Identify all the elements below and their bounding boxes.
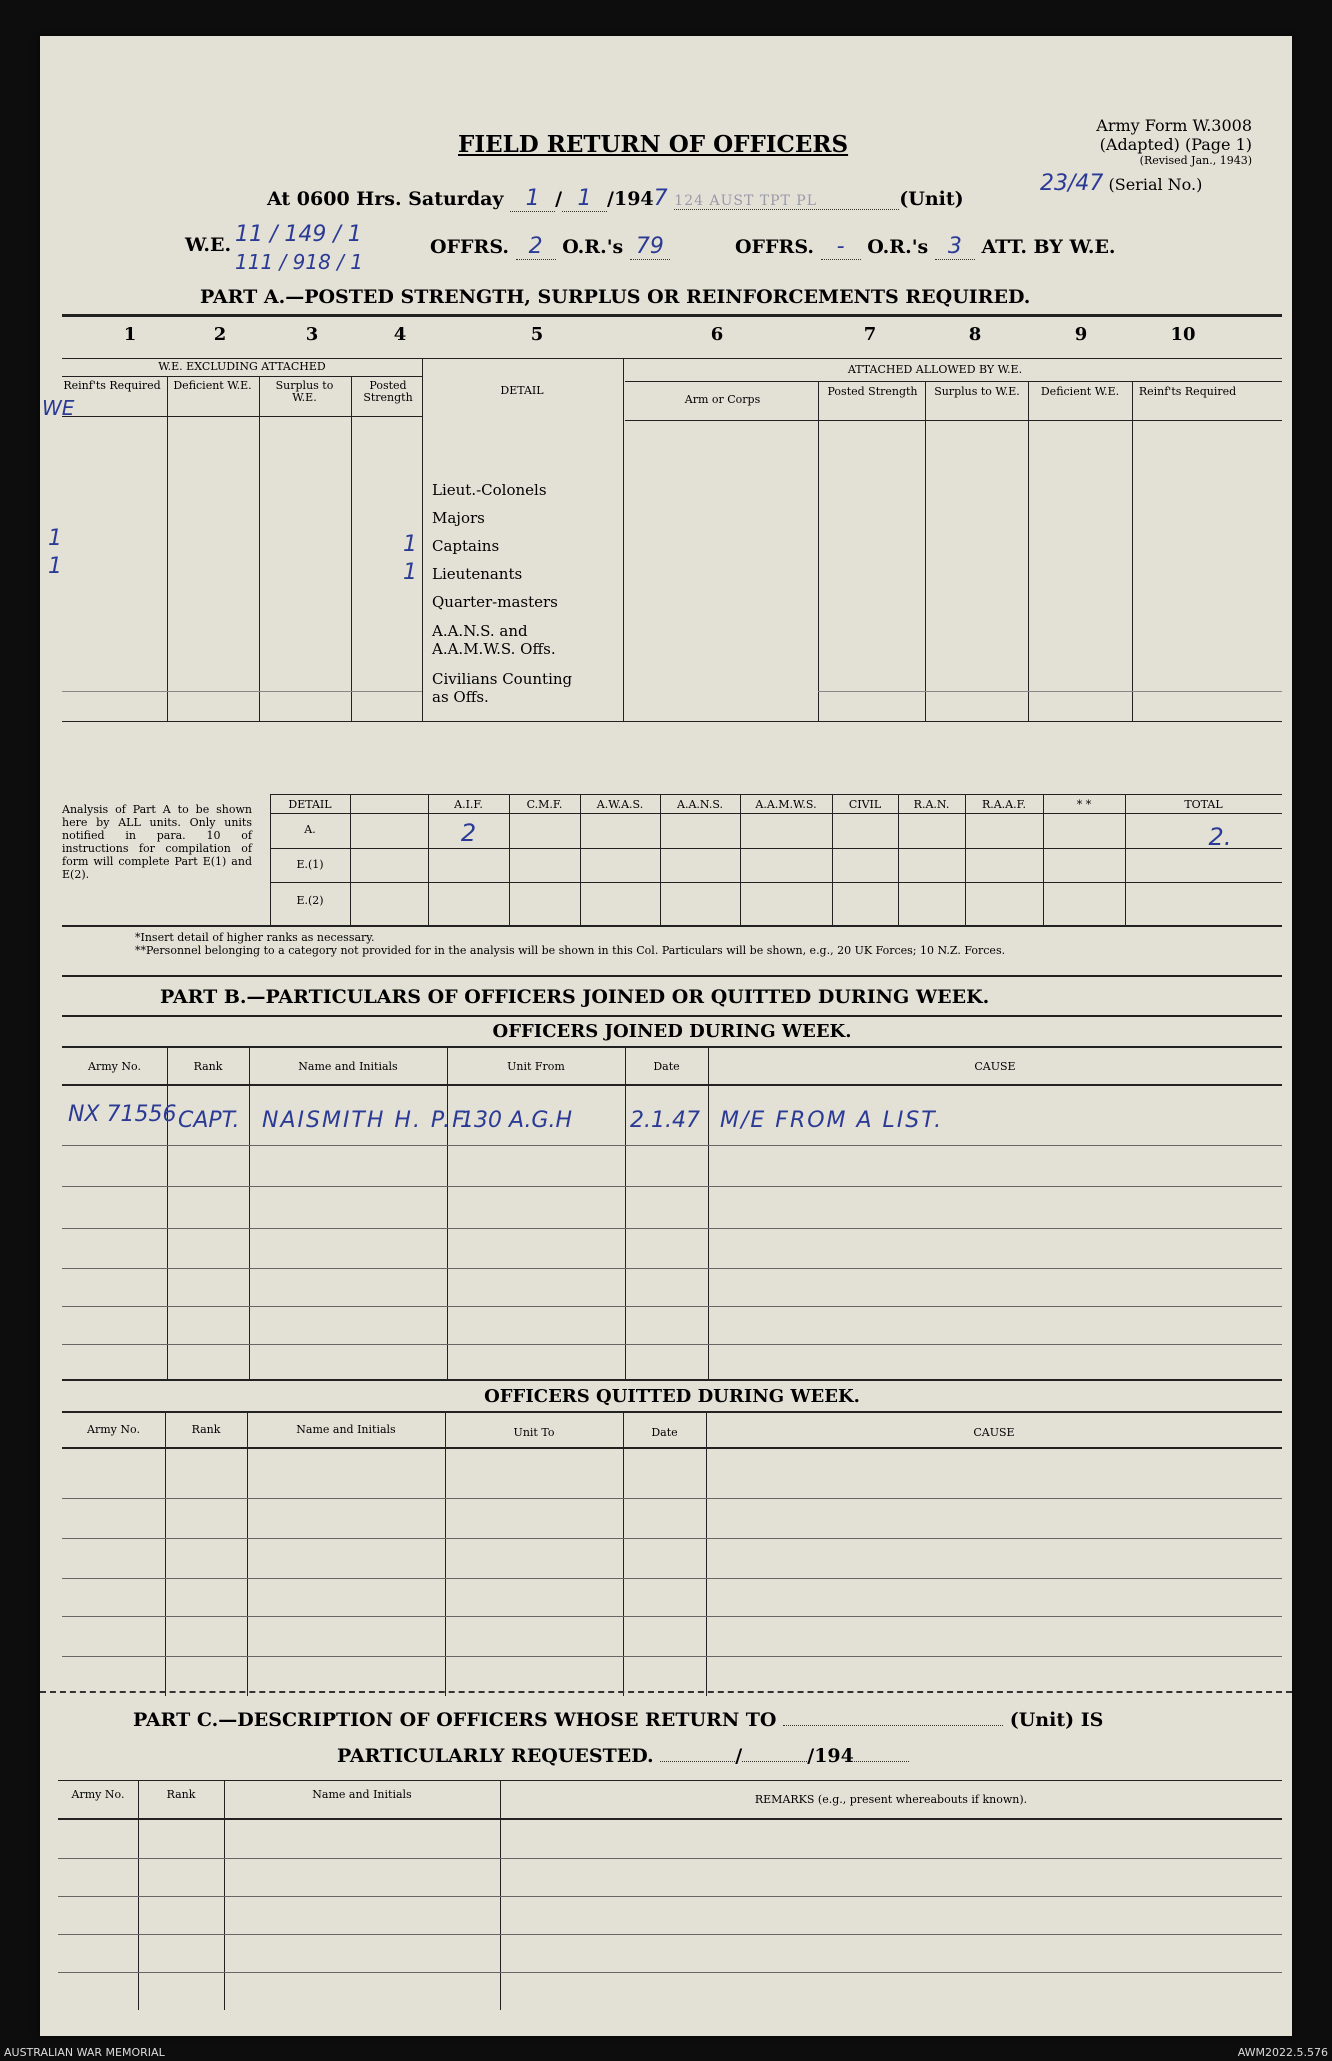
form-title: FIELD RETURN OF OFFICERS (458, 131, 849, 158)
rule (832, 794, 833, 926)
j-date: 2.1.47 (630, 1108, 700, 1133)
ors-label: O.R.'s (562, 236, 624, 258)
offrs2-label: OFFRS. (735, 236, 814, 258)
we-line-2: 111 / 918 / 1 (235, 250, 363, 274)
an-hdr-other: * * (1076, 798, 1092, 811)
attached-line (735, 234, 1116, 260)
j-hdr-cause: CAUSE (974, 1060, 1016, 1073)
rule (165, 1411, 166, 1696)
rule (818, 381, 819, 721)
j-cause: M/E FROM A LIST. (720, 1108, 944, 1133)
offrs-label: OFFRS. (430, 236, 509, 258)
hw-col4-lieutenants: 1 (403, 560, 417, 585)
rule (247, 1411, 248, 1696)
att-label: ATT. BY W.E. (981, 236, 1116, 258)
rule (62, 1306, 1282, 1307)
rule (706, 1411, 707, 1696)
cut-line (40, 1691, 1292, 1693)
an-row-e1: E.(1) (296, 858, 324, 871)
footer-left: AUSTRALIAN WAR MEMORIAL (4, 2046, 165, 2059)
an-hdr-cmf: C.M.F. (526, 798, 563, 811)
rule (422, 358, 423, 721)
q-hdr-name: Name and Initials (296, 1423, 396, 1436)
offrs2-value: - (821, 234, 861, 260)
rank-majors: Majors (432, 509, 485, 527)
an-row-a: A. (304, 823, 316, 836)
hdr-arm-corps: Arm or Corps (684, 393, 761, 406)
rule (138, 1780, 139, 2010)
an-hdr-aans: A.A.N.S. (677, 798, 723, 811)
rule (580, 794, 581, 926)
analysis-note: Analysis of Part A to be shown here by ALL units. Only units notified in para. 10 of instructions for compilation of form will complete Part E(1) and E(2). (62, 803, 252, 881)
an-hdr-aif: A.I.F. (454, 798, 483, 811)
rule (62, 314, 1282, 317)
rule (623, 358, 624, 721)
part-c-title-c: PARTICULARLY REQUESTED. (337, 1745, 654, 1767)
hw-col4-captains: 1 (403, 532, 417, 557)
rule (660, 794, 661, 926)
rule (351, 376, 352, 721)
rule (965, 794, 966, 926)
rule (428, 794, 429, 926)
form-revised: (Revised Jan., 1943) (1139, 154, 1252, 167)
rule (62, 1228, 1282, 1229)
form-adapted: (Adapted) (Page 1) (1099, 135, 1252, 154)
rule (625, 381, 1282, 382)
rule (62, 1616, 1282, 1617)
rank-qm: Quarter-masters (432, 593, 558, 611)
we-label: W.E. (185, 234, 232, 256)
year-prefix: 194 (613, 188, 654, 210)
serial-value: 23/47 (1040, 171, 1104, 196)
an-hdr-awas: A.W.A.S. (596, 798, 644, 811)
col-num: 8 (968, 324, 982, 345)
part-c-line-2: PARTICULARLY REQUESTED. / /194 (337, 1745, 909, 1767)
date-day: 1 (510, 186, 555, 212)
rule (62, 1145, 1282, 1146)
rule (167, 376, 168, 721)
rule (447, 1046, 448, 1381)
q-hdr-date: Date (651, 1426, 678, 1439)
col-num: 5 (530, 324, 544, 345)
rule (623, 1411, 624, 1696)
part-c-line-1 (133, 1709, 1103, 1731)
j-hdr-unit: Unit From (507, 1060, 565, 1073)
rule (167, 1046, 168, 1381)
rule (708, 1046, 709, 1381)
quitted-title: OFFICERS QUITTED DURING WEEK. (484, 1386, 860, 1407)
offrs-value: 2 (516, 234, 556, 260)
an-row-e2: E.(2) (296, 894, 324, 907)
j-name: NAISMITH H. P.F. (262, 1108, 473, 1133)
col-num: 4 (393, 324, 407, 345)
rule (62, 1411, 1282, 1413)
c-hdr-rank: Rank (166, 1788, 196, 1801)
hw-col1-captains: 1 (48, 526, 62, 551)
footnote-2: **Personnel belonging to a category not provided for in the analysis will be shown in this Col. Particulars will be shown, e.g., 20 UK Forces; 10 N.Z. Forces. (135, 944, 1006, 957)
rule (62, 1447, 1282, 1449)
rule (58, 1858, 1282, 1859)
rule (625, 1046, 626, 1381)
hdr-reinfts: Reinf'ts Required (63, 379, 161, 392)
col-num: 3 (305, 324, 319, 345)
rule (62, 1578, 1282, 1579)
hdr-r-posted: Posted Strength (827, 385, 918, 398)
footnotes (135, 931, 1275, 957)
rank-lieutenants: Lieutenants (432, 565, 523, 583)
c-hdr-remarks: REMARKS (e.g., present whereabouts if known). (754, 1793, 1028, 1806)
rule (62, 721, 1282, 722)
an-hdr-raaf: R.A.A.F. (981, 798, 1027, 811)
we-line-1: 11 / 149 / 1 (235, 222, 362, 247)
serial-label: (Serial No.) (1108, 175, 1203, 194)
rule (350, 794, 351, 926)
an-hdr-detail: DETAIL (288, 798, 332, 811)
at-prefix: At 0600 Hrs. Saturday (267, 188, 504, 210)
part-c-month-blank[interactable] (742, 1761, 807, 1762)
col-num: 9 (1074, 324, 1088, 345)
rule (58, 1818, 1282, 1820)
rule (62, 376, 422, 377)
ors2-label: O.R.'s (867, 236, 929, 258)
c-hdr-name: Name and Initials (312, 1788, 412, 1801)
rule (58, 1780, 1282, 1781)
hdr-surplus: Surplus to W.E. (275, 379, 334, 404)
j-hdr-rank: Rank (193, 1060, 223, 1073)
part-c-day-blank[interactable] (660, 1761, 735, 1762)
part-a-title: PART A.—POSTED STRENGTH, SURPLUS OR REINFORCEMENTS REQUIRED. (200, 286, 1031, 308)
col-num: 7 (863, 324, 877, 345)
an-hdr-aamws: A.A.M.W.S. (755, 798, 817, 811)
rule (259, 376, 260, 721)
hdr-detail: DETAIL (500, 384, 544, 397)
rank-lt-col: Lieut.-Colonels (432, 481, 547, 499)
rule (62, 1379, 1282, 1381)
rank-captains: Captains (432, 537, 500, 555)
rule (62, 1084, 1282, 1086)
rule (270, 813, 1282, 814)
hdr-r-deficient: Deficient W.E. (1040, 385, 1120, 398)
rule (898, 794, 899, 926)
date-line: At 0600 Hrs. Saturday 1 / 1 /1947 124 AUST TPT PL (Unit) (267, 186, 964, 211)
j-unit: 130 A.G.H (460, 1108, 573, 1133)
j-hdr-name: Name and Initials (298, 1060, 398, 1073)
footnote-1: *Insert detail of higher ranks as necessary. (135, 931, 375, 944)
rule (62, 691, 422, 692)
ors2-value: 3 (935, 234, 975, 260)
rule (249, 1046, 250, 1381)
hw-total-a: 2. (1208, 823, 1232, 851)
j-armyno: NX 71556 (68, 1102, 177, 1127)
rule (818, 691, 1282, 692)
left-group-header: W.E. EXCLUDING ATTACHED (158, 360, 326, 373)
ors-value: 79 (630, 234, 670, 260)
part-b-title: PART B.—PARTICULARS OF OFFICERS JOINED OR QUITTED DURING WEEK. (160, 986, 990, 1008)
column-numbers (40, 324, 1292, 350)
rule (1043, 794, 1044, 926)
footer-right: AWM2022.5.576 (1237, 2046, 1328, 2059)
part-c-year: 194 (814, 1745, 854, 1767)
rule (270, 848, 1282, 849)
rule (62, 1268, 1282, 1269)
part-c-title-a: PART C.—DESCRIPTION OF OFFICERS WHOSE RETURN TO (133, 1709, 777, 1731)
rule (270, 882, 1282, 883)
col-num: 2 (213, 324, 227, 345)
rule (62, 1498, 1282, 1499)
hw-we-note: WE (42, 396, 75, 420)
strength-line (430, 234, 670, 260)
form-code-block (1096, 116, 1252, 167)
rule (500, 1780, 501, 2010)
hdr-deficient: Deficient W.E. (173, 379, 252, 392)
rule (740, 794, 741, 926)
rule (509, 794, 510, 926)
form-sheet (40, 36, 1292, 2036)
rule (625, 420, 1282, 421)
rule (62, 925, 1282, 927)
rule (62, 416, 422, 417)
rule (62, 1046, 1282, 1048)
col-num: 6 (710, 324, 724, 345)
serial-line (1040, 171, 1202, 196)
q-hdr-rank: Rank (191, 1423, 221, 1436)
an-hdr-ran: R.A.N. (913, 798, 950, 811)
rule (1125, 794, 1126, 926)
hdr-r-reinfts: Reinf'ts Required (1138, 385, 1237, 398)
an-hdr-total: TOTAL (1184, 798, 1223, 811)
right-group-header: ATTACHED ALLOWED BY W.E. (847, 363, 1023, 376)
rule (62, 1186, 1282, 1187)
q-hdr-cause: CAUSE (973, 1426, 1015, 1439)
col-num: 10 (1170, 324, 1196, 345)
rule (62, 1344, 1282, 1345)
rule (445, 1411, 446, 1696)
j-hdr-date: Date (653, 1060, 680, 1073)
rule (62, 1015, 1282, 1017)
unit-stamp: 124 AUST TPT PL (674, 193, 899, 210)
hw-col1-lieutenants: 1 (48, 554, 62, 579)
an-hdr-civil: CIVIL (848, 798, 882, 811)
rule (62, 358, 1282, 359)
rank-list (432, 476, 592, 706)
q-hdr-unit: Unit To (513, 1426, 555, 1439)
joined-title: OFFICERS JOINED DURING WEEK. (492, 1021, 852, 1042)
hdr-posted: Posted Strength (363, 379, 413, 404)
part-c-year-blank[interactable] (854, 1761, 909, 1762)
unit-label: (Unit) (899, 188, 964, 210)
hw-aif-a: 2 (460, 819, 477, 847)
form-code: Army Form W.3008 (1096, 116, 1252, 135)
date-month: 1 (562, 186, 607, 212)
rank-aans: A.A.N.S. and A.A.M.W.S. Offs. (432, 622, 556, 658)
rule (270, 794, 1282, 795)
year-handwritten: 7 (653, 186, 668, 211)
j-hdr-armyno: Army No. (88, 1060, 141, 1073)
q-hdr-armyno: Army No. (87, 1423, 140, 1436)
rule (58, 1896, 1282, 1897)
rule (925, 381, 926, 721)
rule (1028, 381, 1029, 721)
rule (58, 1934, 1282, 1935)
rule (62, 975, 1282, 977)
part-c-title-b: (Unit) IS (1009, 1709, 1104, 1731)
col-num: 1 (123, 324, 137, 345)
rule (62, 1656, 1282, 1657)
rank-civilians: Civilians Counting as Offs. (432, 670, 573, 706)
rule (58, 1972, 1282, 1973)
hdr-r-surplus: Surplus to W.E. (934, 385, 1020, 398)
rule (1132, 381, 1133, 721)
part-c-unit-blank[interactable] (783, 1725, 1003, 1726)
rule (62, 1538, 1282, 1539)
rule (224, 1780, 225, 2010)
j-rank: CAPT. (178, 1108, 240, 1133)
c-hdr-armyno: Army No. (71, 1788, 125, 1801)
